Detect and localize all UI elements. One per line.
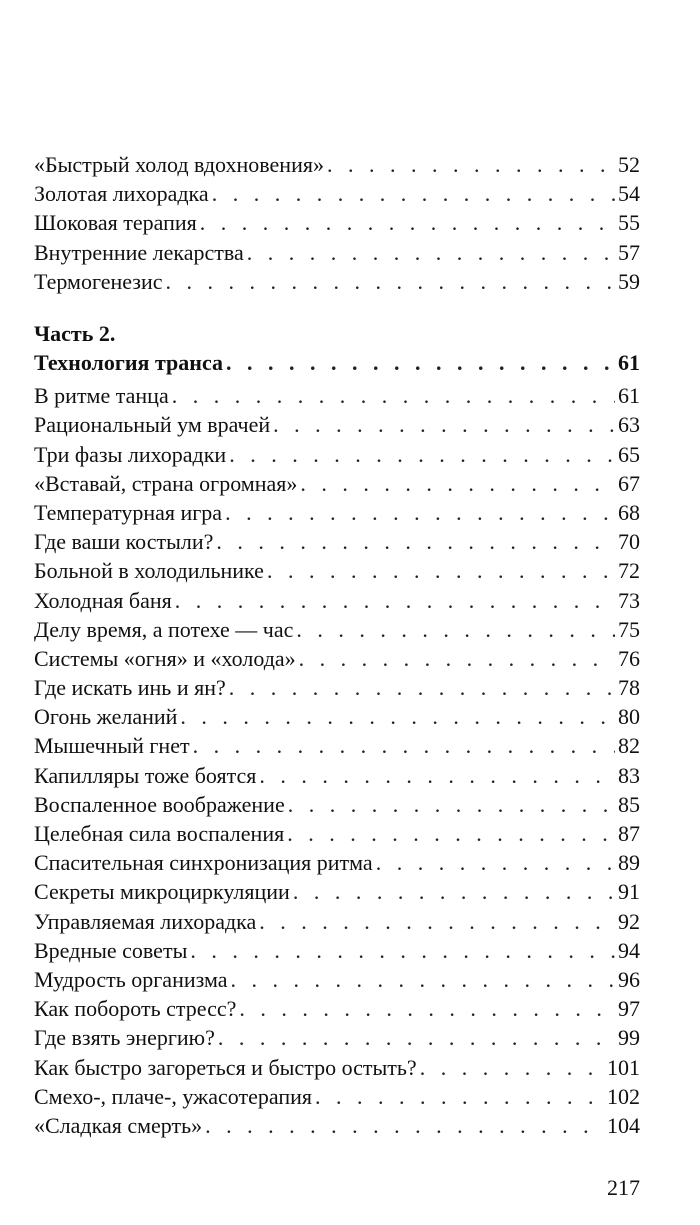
toc-entry-title: Где ваши костыли? bbox=[34, 529, 214, 555]
toc-entry-title: Мудрость организма bbox=[34, 966, 228, 992]
toc-entry-title: Внутренние лекарства bbox=[34, 239, 244, 265]
toc-entry bbox=[34, 702, 640, 731]
toc-entry-title: Где искать инь и ян? bbox=[34, 675, 226, 701]
toc-entry-title: В ритме танца bbox=[34, 383, 169, 409]
toc-entry-title: Три фазы лихорадки bbox=[34, 441, 227, 467]
dot-leader bbox=[293, 877, 615, 906]
toc-entry-title: Огонь желаний bbox=[34, 704, 178, 730]
toc-entry bbox=[34, 877, 640, 906]
dot-leader bbox=[225, 498, 615, 527]
dot-leader bbox=[247, 238, 615, 267]
dot-leader bbox=[229, 673, 615, 702]
toc-entry-title: Шоковая терапия bbox=[34, 210, 197, 236]
dot-leader bbox=[166, 267, 616, 296]
toc-entry-title: Рациональный ум врачей bbox=[34, 412, 271, 438]
part-title: Технология транса bbox=[34, 350, 223, 375]
toc-entry bbox=[34, 1053, 640, 1082]
toc-entry-title: «Сладкая смерть» bbox=[34, 1112, 203, 1138]
dot-leader bbox=[288, 790, 615, 819]
toc-entry bbox=[34, 819, 640, 848]
toc-entry bbox=[34, 381, 640, 410]
dot-leader bbox=[216, 527, 615, 556]
toc-entry bbox=[34, 965, 640, 994]
toc-entry bbox=[34, 761, 640, 790]
toc-entry bbox=[34, 731, 640, 760]
dot-leader bbox=[212, 179, 615, 208]
toc-entry-page: 68 bbox=[618, 499, 640, 525]
toc-entry-title: Как быстро загореться и быстро остыть? bbox=[34, 1054, 417, 1080]
toc-entry-title: Капилляры тоже боятся bbox=[34, 762, 257, 788]
dot-leader bbox=[205, 1111, 604, 1140]
toc-entry bbox=[34, 615, 640, 644]
toc-section-part2 bbox=[34, 319, 640, 1140]
part-page: 61 bbox=[618, 350, 640, 375]
toc-entry bbox=[34, 208, 640, 237]
dot-leader bbox=[218, 1023, 615, 1052]
toc-entry-title: Золотая лихорадка bbox=[34, 181, 209, 207]
toc-entry-page: 72 bbox=[618, 558, 640, 584]
toc-entry-page: 94 bbox=[618, 937, 640, 963]
toc-entry-page: 91 bbox=[618, 879, 640, 905]
toc-entry bbox=[34, 179, 640, 208]
toc-entry bbox=[34, 498, 640, 527]
toc-entry-title: Мышечный гнет bbox=[34, 733, 190, 759]
toc-entry-page: 83 bbox=[618, 762, 640, 788]
toc-entry bbox=[34, 1111, 640, 1140]
dot-leader bbox=[175, 586, 615, 615]
dot-leader bbox=[420, 1053, 604, 1082]
dot-leader bbox=[226, 348, 615, 377]
toc-entry-page: 67 bbox=[618, 470, 640, 496]
dot-leader bbox=[299, 644, 615, 673]
dot-leader bbox=[267, 556, 615, 585]
toc-entry-page: 82 bbox=[618, 733, 640, 759]
toc-entry-title: Температурная игра bbox=[34, 499, 223, 525]
toc-entry-title: Целебная сила воспаления bbox=[34, 821, 285, 846]
dot-leader bbox=[229, 440, 615, 469]
dot-leader bbox=[259, 761, 615, 790]
toc-entry-page: 85 bbox=[618, 791, 640, 817]
toc-entry-page: 96 bbox=[618, 966, 640, 992]
toc-entry-page: 76 bbox=[618, 645, 640, 671]
toc-entry-title: Больной в холодильнике bbox=[34, 558, 264, 584]
toc-entry bbox=[34, 556, 640, 585]
toc-entry bbox=[34, 994, 640, 1023]
toc-entry-title: Холодная баня bbox=[34, 587, 172, 613]
toc-entry-title: Термогенезис bbox=[34, 268, 163, 294]
toc-entry-title: Спасительная синхронизация ритма bbox=[34, 850, 373, 876]
toc-entry-page: 73 bbox=[618, 587, 640, 613]
dot-leader bbox=[190, 936, 615, 965]
toc-entry bbox=[34, 410, 640, 439]
dot-leader bbox=[327, 150, 615, 179]
toc-entry-page: 78 bbox=[618, 675, 640, 701]
toc-entry-page: 70 bbox=[618, 529, 640, 555]
toc-entry bbox=[34, 1023, 640, 1052]
toc-entry bbox=[34, 586, 640, 615]
dot-leader bbox=[259, 907, 615, 936]
toc-entry-page: 61 bbox=[618, 383, 640, 409]
dot-leader bbox=[180, 702, 615, 731]
toc-entry bbox=[34, 936, 640, 965]
toc-entry-page: 102 bbox=[607, 1083, 640, 1109]
toc-entry-page: 89 bbox=[618, 850, 640, 876]
toc-entry-page: 65 bbox=[618, 441, 640, 467]
toc-entry bbox=[34, 267, 640, 296]
toc-entry bbox=[34, 673, 640, 702]
toc-entry-page: 80 bbox=[618, 704, 640, 730]
toc-entry-title: Делу время, а потехе — час bbox=[34, 616, 294, 642]
toc-entry-title: Смехо-, плаче-, ужасотерапия bbox=[34, 1083, 313, 1109]
toc-entry-title: Где взять энергию? bbox=[34, 1025, 215, 1051]
toc-entry-page: 54 bbox=[618, 181, 640, 207]
toc-entry bbox=[34, 469, 640, 498]
toc-entry bbox=[34, 150, 640, 179]
dot-leader bbox=[193, 731, 615, 760]
toc-entry bbox=[34, 644, 640, 673]
dot-leader bbox=[300, 469, 615, 498]
dot-leader bbox=[231, 965, 615, 994]
toc-entry bbox=[34, 907, 640, 936]
dot-leader bbox=[273, 410, 615, 439]
toc-entry bbox=[34, 238, 640, 267]
toc-entry-title: Управляемая лихорадка bbox=[34, 908, 257, 934]
toc-entry-page: 97 bbox=[618, 996, 640, 1022]
toc-entry-page: 55 bbox=[618, 210, 640, 236]
dot-leader bbox=[296, 615, 615, 644]
toc-section-part1-end bbox=[34, 150, 640, 296]
toc-entry bbox=[34, 527, 640, 556]
toc-entry bbox=[34, 848, 640, 877]
toc-entry-page: 75 bbox=[618, 616, 640, 642]
toc-entry-page: 104 bbox=[607, 1112, 640, 1138]
dot-leader bbox=[172, 381, 615, 410]
toc-entry-page: 52 bbox=[618, 152, 640, 177]
toc-entry-page: 59 bbox=[618, 268, 640, 294]
toc-entry-page: 101 bbox=[607, 1054, 640, 1080]
toc-entry bbox=[34, 440, 640, 469]
page-number: 217 bbox=[607, 1175, 640, 1200]
toc-entry-title: Вредные советы bbox=[34, 937, 188, 963]
toc-entry-page: 63 bbox=[618, 412, 640, 438]
dot-leader bbox=[239, 994, 615, 1023]
part-heading-entry bbox=[34, 348, 640, 377]
toc-entry-page: 87 bbox=[618, 821, 640, 846]
toc-entry-title: Как побороть стресс? bbox=[34, 996, 237, 1022]
toc-entry-title: «Вставай, страна огромная» bbox=[34, 470, 298, 496]
toc-entry bbox=[34, 1082, 640, 1111]
toc-entry-title: Секреты микроциркуляции bbox=[34, 879, 290, 905]
toc-entry-page: 92 bbox=[618, 908, 640, 934]
dot-leader bbox=[376, 848, 615, 877]
toc-entry-title: «Быстрый холод вдохновения» bbox=[34, 152, 324, 177]
part-label: Часть 2. bbox=[34, 321, 116, 346]
dot-leader bbox=[287, 819, 615, 848]
toc-entry-title: Системы «огня» и «холода» bbox=[34, 645, 296, 671]
toc-entry-page: 99 bbox=[618, 1025, 640, 1051]
toc-entry bbox=[34, 790, 640, 819]
dot-leader bbox=[315, 1082, 604, 1111]
toc-entry-title: Воспаленное воображение bbox=[34, 791, 285, 817]
toc-entry-page: 57 bbox=[618, 239, 640, 265]
dot-leader bbox=[200, 208, 615, 237]
